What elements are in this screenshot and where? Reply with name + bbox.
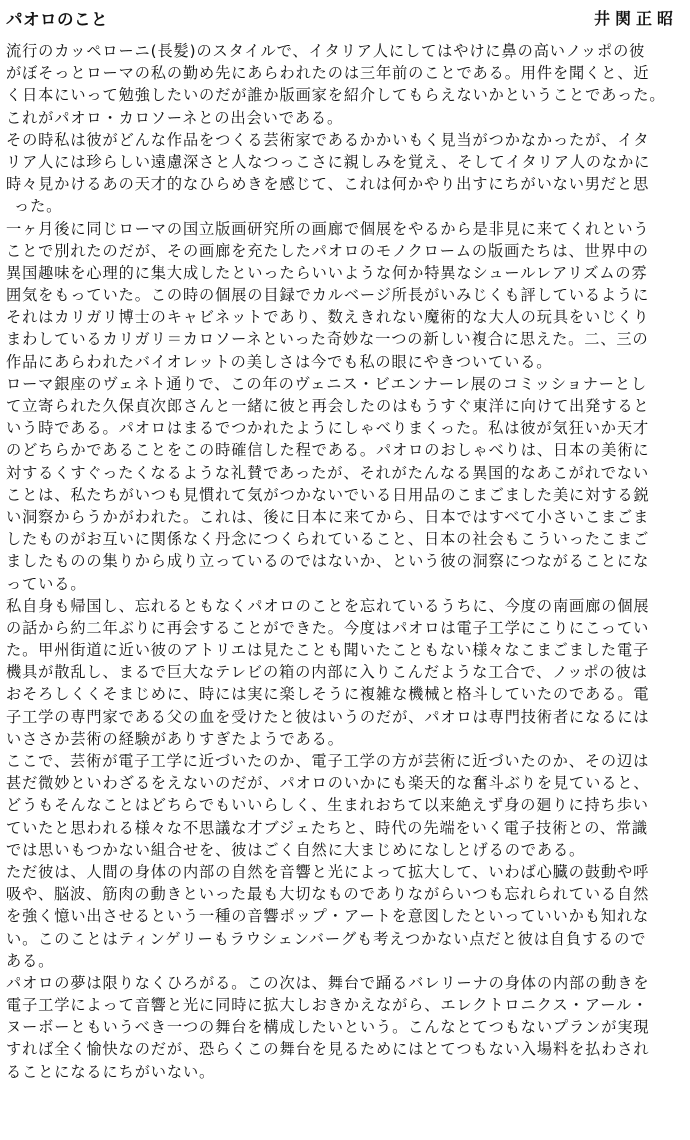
text-line: く日本にいって勉強したいのだが誰か版画家を紹介してもらえないかということであった。 (6, 86, 666, 105)
text-line: 囲気をもっていた。この時の個展の目録でカルベージ所長がいみじくも評しているように (6, 286, 650, 305)
text-line: 私自身も帰国し、忘れるともなくパオロのことを忘れているうちに、今度の南画廊の個展 (6, 596, 650, 615)
text-line: ことは、私たちがいつも見慣れて気がつかないでいる日用品のこまごました美に対する鋭 (6, 485, 650, 504)
text-line: すれば全く愉快なのだが、恐らくこの舞台を見るためにはとてつもない入場料を払わされ (6, 1040, 650, 1059)
text-line: ただ彼は、人間の身体の内部の自然を音響と光によって拡大して、いわば心臓の鼓動や呼 (6, 862, 650, 881)
text-line: 吸や、脳波、筋肉の動きといった最も大切なものでありながらいつも忘れられている自然 (6, 885, 650, 904)
text-line: どうもそんなことはどちらでもいいらしく、生まれおちて以来絶えず身の廻りに持ち歩い (6, 796, 649, 815)
text-line: おそろしくくそまじめに、時には実に楽しそうに複雑な機械と格斗していたのである。電 (6, 685, 650, 704)
text-line: ることになるにちがいない。 (6, 1062, 216, 1081)
text-line: 甚だ微妙といわざるをえないのだが、パオロのいかにも楽天的な奮斗ぶりを見ていると、 (6, 774, 650, 793)
text-line: いささか芸術の経験がありすぎたようである。 (6, 729, 344, 748)
author-name: 井関正昭 (593, 9, 678, 28)
text-line: て立寄られた久保貞次郎さんと一緒に彼と再会したのはもうすぐ東洋に向けて出発すると (6, 397, 650, 415)
text-line: っている。 (6, 574, 87, 593)
text-line: 異国趣味を心理的に集大成したといったらいいような何か特異なシュールレアリズムの雰 (6, 263, 648, 282)
text-line: の話から約二年ぶりに再会することができた。今度はパオロは電子工学にこりにこってい (6, 618, 650, 637)
text-line: い洞察からうかがわれた。これは、後に日本に来てから、日本ではすべて小さいこまごま (6, 507, 650, 526)
text-line: 一ヶ月後に同じローマの国立版画研究所の画廊で個展をやるから是非見に来てくれという (6, 219, 650, 238)
essay-title: パオロのこと (6, 10, 108, 29)
text-line: ましたものの集りから成り立っているのではないか、という彼の洞察につながることにな (6, 552, 650, 571)
text-line: それはカリガリ博士のキャビネットであり、数えきれない魔術的な大人の玩具をいじくり (6, 308, 650, 327)
text-line: い。このことはティンゲリーもラウシェンバーグも考えつかない点だと彼は自負するので (6, 929, 647, 948)
essay-body (6, 40, 686, 1083)
text-line: ヌーボーともいうべき一つの舞台を構成したいという。こんなとてつもないプランが実現 (6, 1018, 650, 1037)
text-line: を強く憶い出させるという一種の音響ポップ・アートを意図したといっていいかも知れな (6, 907, 650, 926)
text-line: その時私は彼がどんな作品をつくる芸術家であるかかいもく見当がつかなかったが、イタ (6, 130, 650, 149)
text-line: ローマ銀座のヴェネト通りで、この年のヴェニス・ビエンナーレ展のコミッショナーとし (6, 374, 648, 393)
text-line: った。 (14, 197, 63, 216)
text-line: リア人には珍らしい遠慮深さと人なつっこさに親しみを覚え、そしてイタリア人のなかに (6, 152, 651, 171)
text-line: これがパオロ・カロソーネとの出会いである。 (6, 108, 344, 127)
text-line: まわしているカリガリ＝カロソーネといった奇妙な一つの新しい複合に思えた。二、三の (6, 330, 649, 349)
text-line: ここで、芸術が電子工学に近づいたのか、電子工学の方が芸術に近づいたのか、その辺は (6, 752, 650, 770)
text-line: 作品にあらわれたバイオレットの美しさは今でも私の眼にやきついている。 (6, 352, 553, 371)
text-line: 電子工学によって音響と光に同時に拡大しおきかえながら、エレクトロニクス・アール・ (6, 996, 649, 1015)
text-line: 機具が散乱し、まるで巨大なテレビの箱の内部に入りこんだような工合で、ノッポの彼は (6, 663, 648, 682)
text-line: 時々見かけるあの天才的なひらめきを感じて、これは何かやり出すにちがいない男だと思 (6, 175, 650, 194)
text-line: がぼそっとローマの私の勤め先にあらわれたのは三年前のことである。用件を聞くと、近 (6, 64, 650, 83)
text-line: ていたと思われる様々な不思議な才ブジェたちと、時代の先端をいく電子技術との、常識 (6, 818, 648, 837)
text-line: ことで別れたのだが、その画廊を充たしたパオロのモノクロームの版画たちは、世界中の (6, 241, 649, 260)
text-line: た。甲州街道に近い彼のアトリエは見たことも聞いたこともない様々なこまごました電子 (6, 641, 650, 660)
text-line: 対するくすぐったくなるような礼賛であったが、それがたんなる異国的なあこがれでない (6, 463, 650, 482)
text-line: 子工学の専門家である父の血を受けたと彼はいうのだが、パオロは専門技術者になるには (6, 707, 650, 726)
text-line: 流行のカッペローニ(長髪)のスタイルで、イタリア人にしてはやけに鼻の高いノッポの彼 (6, 42, 646, 60)
text-line: のどちらかであることをこの時確信した程である。パオロのおしゃべりは、日本の美術に (6, 441, 650, 460)
text-line: ある。 (6, 951, 55, 970)
text-line: いう時である。パオロはまるでつかれたようにしゃべりまくった。私は彼が気狂いか天才 (6, 419, 650, 438)
text-line: では思いもつかない組合せを、彼はごく自然に大まじめになしとげるのである。 (6, 840, 586, 859)
text-line: したものがお互いに関係なく丹念につくられていること、日本の社会もこういったこまご (6, 530, 650, 549)
text-line: パオロの夢は限りなくひろがる。この次は、舞台で踊るバレリーナの身体の内部の動きを (6, 973, 650, 992)
